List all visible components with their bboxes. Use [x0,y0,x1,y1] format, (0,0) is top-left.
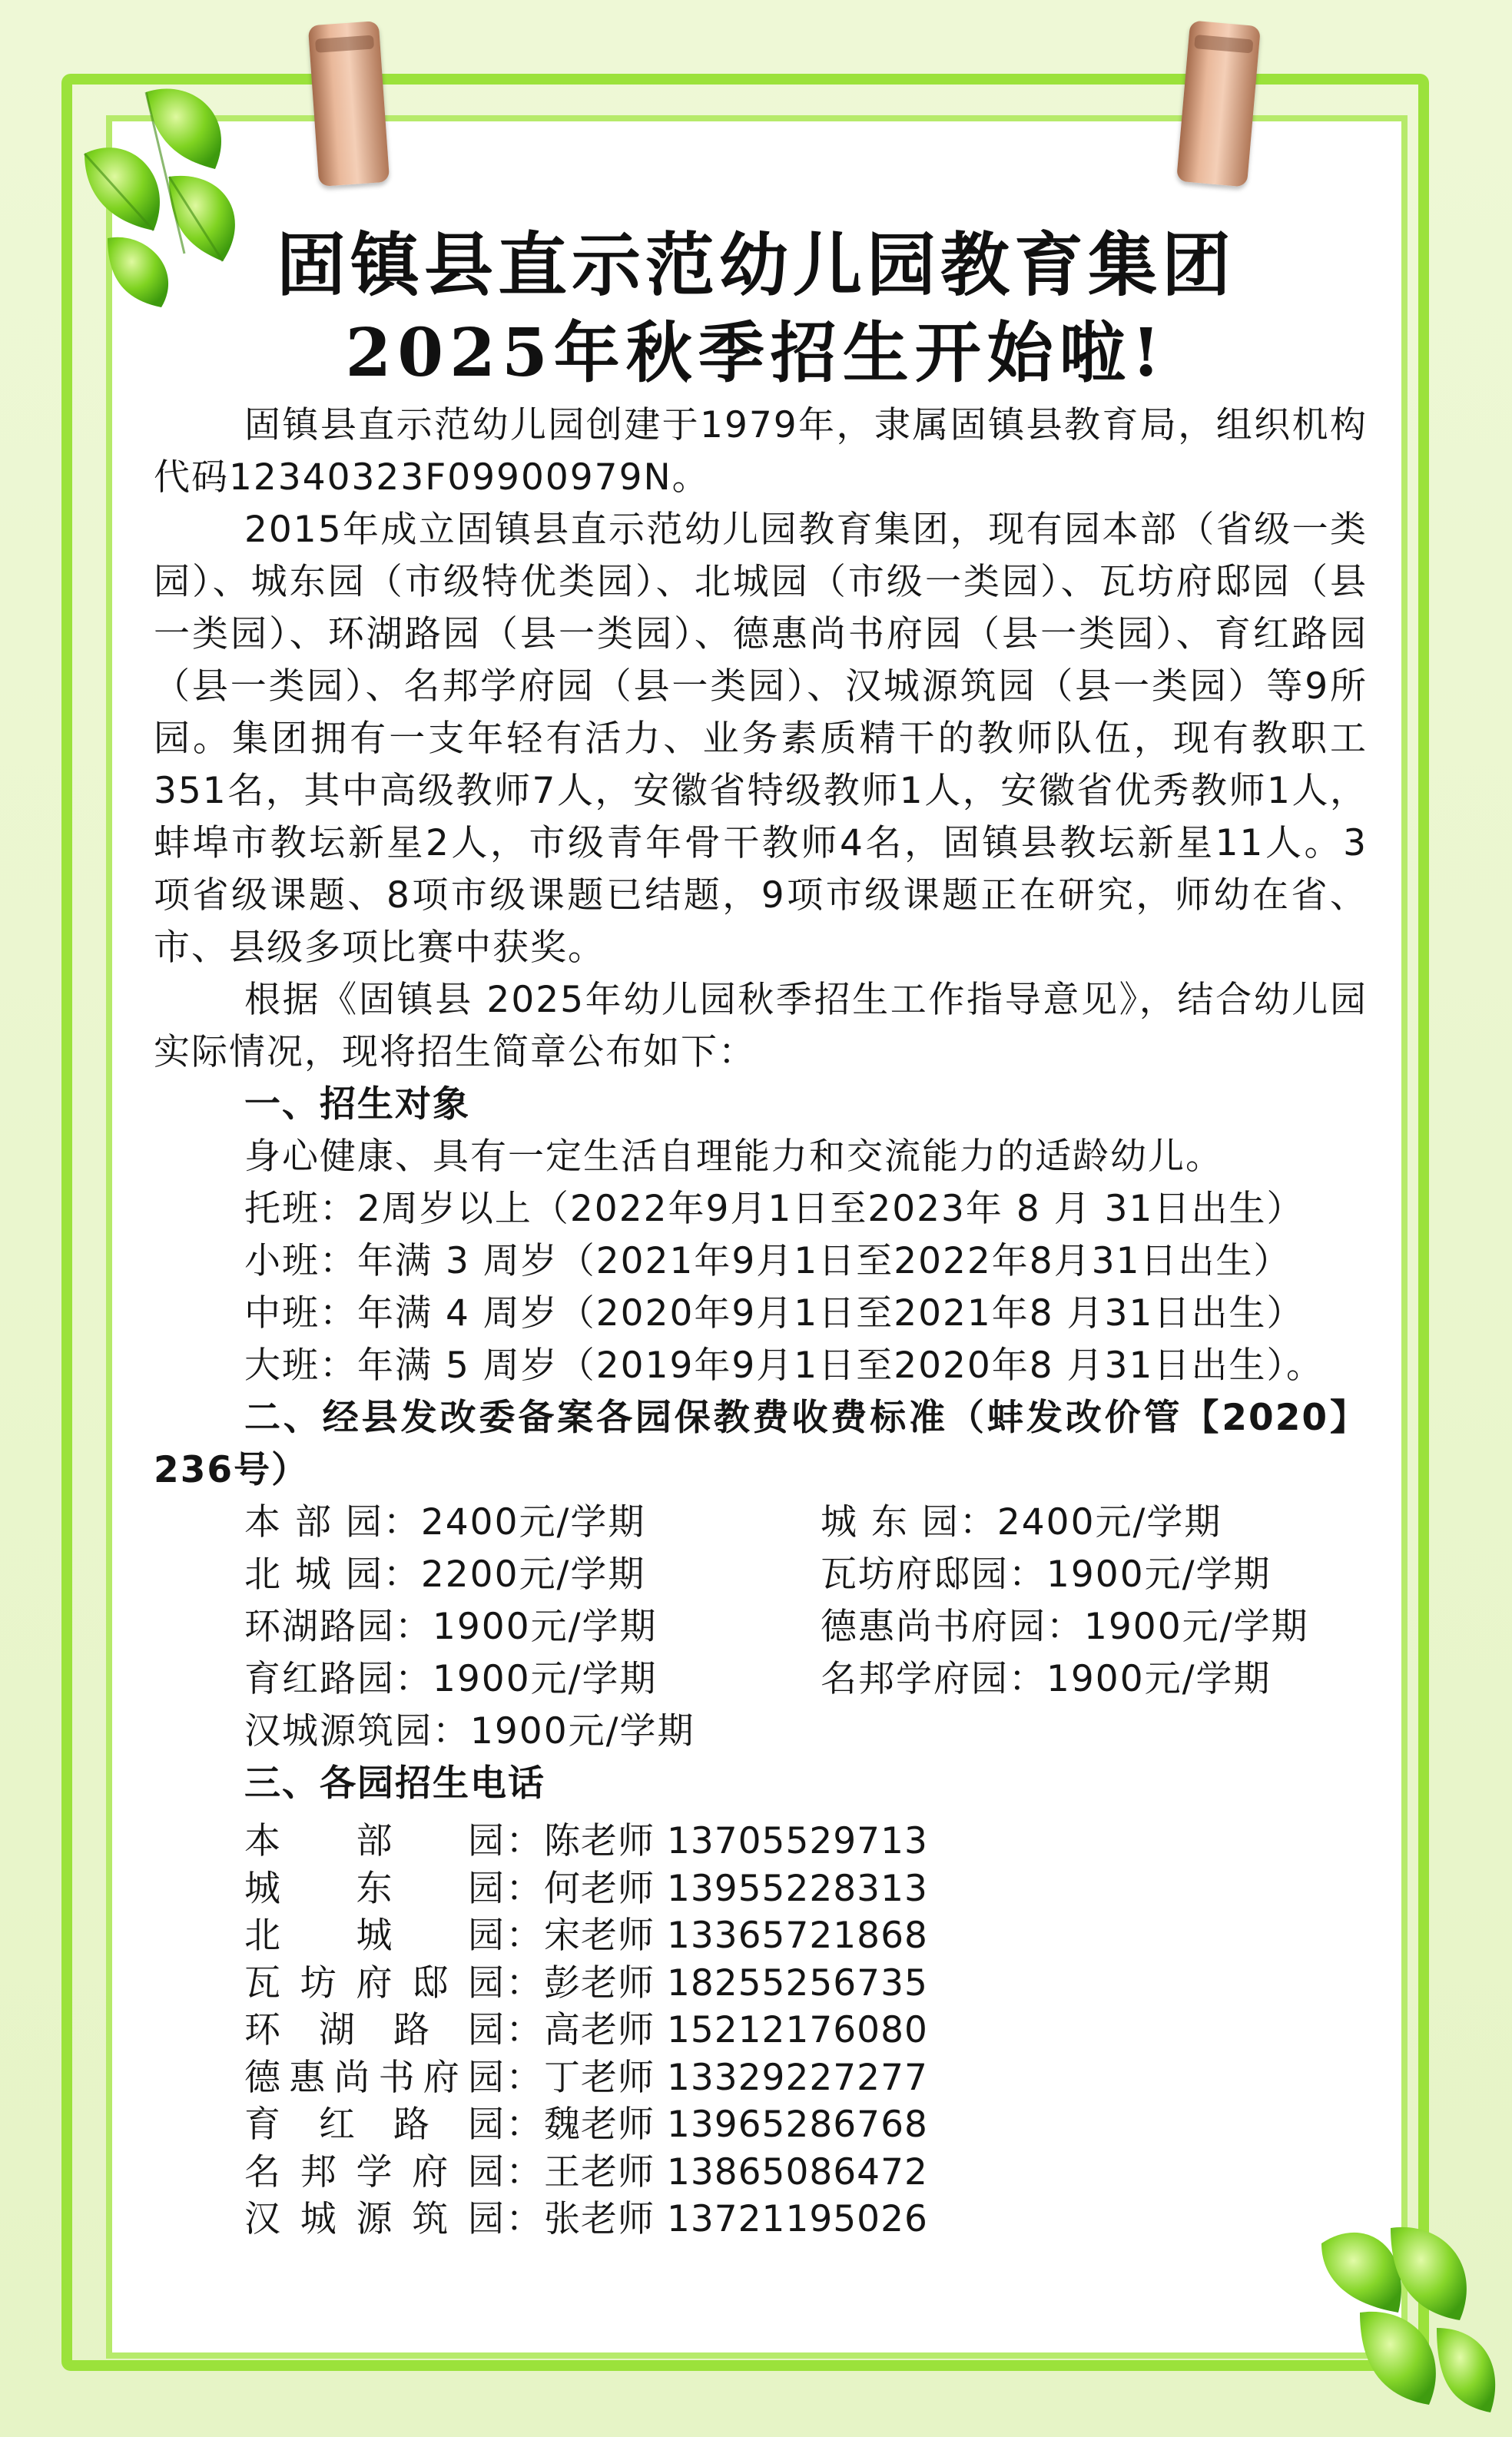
kindergarten-name: 名 邦 学 府 园 [244,2150,506,2193]
fee-item: 育红路园：1900元/学期 [244,1658,658,1700]
kindergarten-name: 城 东 园 [244,1867,506,1910]
separator: ： [506,1820,544,1862]
separator: ： [506,2150,544,2193]
separator: ： [506,2056,544,2099]
fee-item: 本 部 园：2400元/学期 [244,1501,646,1543]
notice-body [154,400,1368,2243]
intro-paragraph: 根据《固镇县 2025年幼儿园秋季招生工作指导意见》，结合幼儿园实际情况，现将招生简章公布如下： [154,979,1368,1073]
fee-item: 德惠尚书府园：1900元/学期 [821,1606,1309,1648]
class-age-line: 大班：年满 5 周岁（2019年9月1日至2020年8 月31日出生）。 [244,1344,1324,1387]
class-age-line: 中班：年满 4 周岁（2020年9月1日至2021年8 月31日出生） [244,1292,1305,1335]
kindergarten-name: 育 红 路 园 [244,2104,506,2146]
separator: ： [506,2104,544,2146]
phone-row [244,1912,1368,1960]
phone-row [244,1960,1368,2008]
kindergarten-name: 德 惠 尚 书 府 园 [244,2056,506,2099]
phone-row [244,1865,1368,1913]
fee-item: 汉城源筑园：1900元/学期 [244,1710,695,1752]
phone-row [244,2007,1368,2054]
wooden-clip-icon [308,21,390,187]
phone-row [244,1818,1368,1865]
fee-item: 北 城 园：2200元/学期 [244,1553,646,1596]
contact-phone: 高老师 15212176080 [544,2009,928,2051]
kindergarten-name: 北 城 园 [244,1915,506,1957]
enrollment-target-line: 身心健康、具有一定生活自理能力和交流能力的适龄幼儿。 [244,1136,1223,1178]
phone-row [244,2054,1368,2102]
separator: ： [506,1915,544,1957]
class-age-line: 托班：2周岁以上（2022年9月1日至2023年 8 月 31日出生） [244,1188,1305,1230]
separator: ： [506,2009,544,2051]
contact-phone: 宋老师 13365721868 [544,1915,928,1957]
page-title: 固镇县直示范幼儿园教育集团 [277,224,1235,306]
phone-row [244,2196,1368,2243]
phone-row [244,2101,1368,2149]
contact-phone: 陈老师 13705529713 [544,1820,928,1862]
separator: ： [506,2198,544,2240]
class-age-line: 小班：年满 3 周岁（2021年9月1日至2022年8月31日出生） [244,1240,1292,1282]
phone-row [244,2149,1368,2197]
fee-item: 城 东 园：2400元/学期 [821,1501,1222,1543]
phone-list [154,1818,1368,2243]
contact-phone: 丁老师 13329227277 [544,2056,928,2099]
section-heading: 三、各园招生电话 [244,1762,545,1805]
kindergarten-name: 环 湖 路 园 [244,2009,506,2051]
kindergarten-name: 瓦 坊 府 邸 园 [244,1961,506,2004]
wooden-clip-icon [1176,20,1261,187]
separator: ： [506,1867,544,1910]
contact-phone: 王老师 13865086472 [544,2150,928,2193]
fee-table [154,1497,1368,1758]
section-heading: 二、经县发改委备案各园保教费收费标准（蚌发改价管【2020】236号） [154,1397,1368,1491]
fee-item: 瓦坊府邸园：1900元/学期 [821,1553,1272,1596]
contact-phone: 魏老师 13965286768 [544,2104,928,2146]
intro-paragraph: 固镇县直示范幼儿园创建于1979年，隶属固镇县教育局，组织机构代码12340323F09900979N。 [154,404,1368,499]
fee-item: 环湖路园：1900元/学期 [244,1606,658,1648]
contact-phone: 张老师 13721195026 [544,2198,928,2240]
kindergarten-name: 汉 城 源 筑 园 [244,2198,506,2240]
section-heading: 一、招生对象 [244,1083,470,1126]
contact-phone: 彭老师 18255256735 [544,1961,928,2004]
kindergarten-name: 本 部 园 [244,1820,506,1862]
page-subtitle: 2025年秋季招生开始啦! [345,314,1167,392]
separator: ： [506,1961,544,2004]
contact-phone: 何老师 13955228313 [544,1867,928,1910]
fee-item: 名邦学府园：1900元/学期 [821,1658,1272,1700]
intro-paragraph: 2015年成立固镇县直示范幼儿园教育集团，现有园本部（省级一类园）、城东园（市级特优类园）、北城园（市级一类园）、瓦坊府邸园（县一类园）、环湖路园（县一类园）、德惠尚书府园（县一类园）、育红路园（县一类园）、名邦学府园（县一类园）、汉城源筑园（县一类园）等9所园。集团拥有一支年轻有活力、业务素质精干的教师队伍，现有教职工351名，其中高级教师7人，安徽省特级教师1人，安徽省优秀教师1人，蚌埠市教坛新星2人，市级青年骨干教师4名，固镇县教坛新星11人。3项省级课题、8项市级课题已结题，9项市级课题正在研究，师幼在省、市、县级多项比赛中获奖。 [154,509,1368,969]
